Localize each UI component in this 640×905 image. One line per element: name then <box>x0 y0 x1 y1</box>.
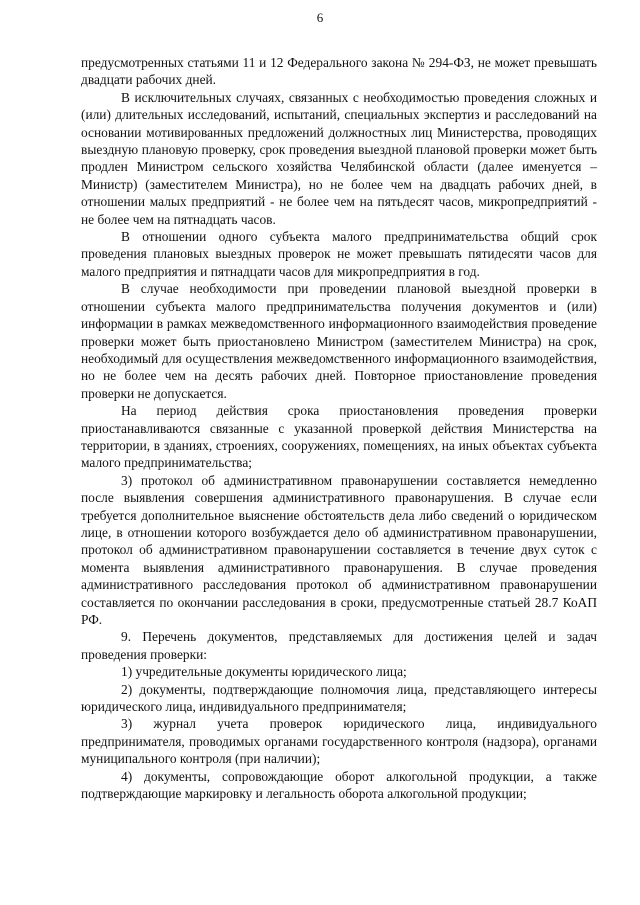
paragraph-continuation: предусмотренных статьями 11 и 12 Федерального закона № 294-ФЗ, не может превышать двадцати рабочих дней. <box>81 55 597 88</box>
list-item-1: 1) учредительные документы юридического лица; <box>121 664 407 680</box>
list-item-4: 4) документы, сопровождающие оборот алкогольной продукции, а также подтверждающие маркировку и легальность оборота алкогольной продукции; <box>81 768 597 802</box>
document-body <box>81 54 597 802</box>
paragraph-suspension-of-inspection: В случае необходимости при проведении плановой выездной проверки в отношении субъекта малого предпринимательства получения документов и (или) информации в рамках межведомственного информационного взаимодействия проведение проверки может быть приостановлено Министром (заместителем Министра) на срок, необходимый для осуществления межведомственного информационного взаимодействия, но не более чем на десять рабочих дней. Повторное приостановление проведения проверки не допускается. <box>81 281 597 401</box>
list-item-3: 3) журнал учета проверок юридического лица, индивидуального предпринимателя, проводимых органами государственного контроля (надзора), органами муниципального контроля (при наличии); <box>81 716 597 767</box>
paragraph-item-3-protocol: 3) протокол об административном правонарушении составляется немедленно после выявления совершения административного правонарушения. В случае если требуется дополнительное выяснение обстоятельств дела либо сведений о юридическом лице, в отношении которого возбуждается дело об административном правонарушении, протокол об административном правонарушении составляется в течение двух суток с момента выявления административного правонарушения. В случае проведения административного расследования протокол об административном правонарушении составляется по окончании расследования в сроки, предусмотренные статьей 28.7 КоАП РФ. <box>81 472 597 627</box>
list-item-2: 2) документы, подтверждающие полномочия лица, представляющего интересы юридического лица, индивидуального предпринимателя; <box>81 681 597 715</box>
paragraph-suspension-period: На период действия срока приостановления проведения проверки приостанавливаются связанные с указанной проверкой действия Министерства на территории, в зданиях, строениях, сооружениях, помещениях, на иных объектах субъекта малого предпринимательства; <box>81 403 597 471</box>
paragraph-section-9-heading: 9. Перечень документов, представляемых для достижения целей и задач проведения проверки: <box>81 629 597 662</box>
paragraph-total-inspection-time: В отношении одного субъекта малого предпринимательства общий срок проведения плановых выездных проверок не может превышать пятидесяти часов для малого предприятия и пятнадцати часов для микропредприятия в год. <box>81 229 597 279</box>
page-number: 6 <box>316 10 324 25</box>
paragraph-extension-of-inspection: В исключительных случаях, связанных с необходимостью проведения сложных и (или) длительных исследований, испытаний, специальных экспертиз и расследований на основании мотивированных предложений должностных лиц Министерства, проводящих выездную плановую проверку, срок проведения выездной плановой проверки может быть продлен Министром сельского хозяйства Челябинской области (далее именуется – Министр) (заместителем Министра), но не более чем на двадцать рабочих дней, в отношении малых предприятий - не более чем на пятьдесят часов, микропредприятий - не более чем на пятнадцать часов. <box>81 89 597 227</box>
